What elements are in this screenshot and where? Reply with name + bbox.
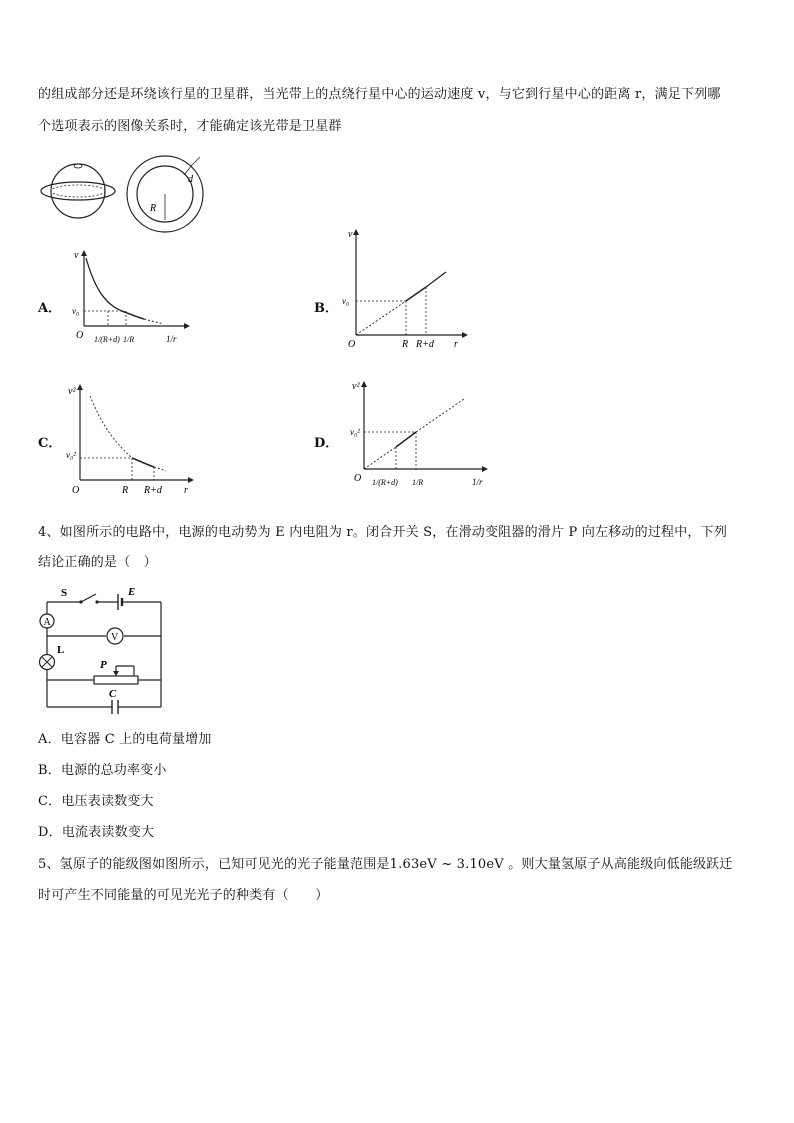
graph-c-y-tick: v₀² [66, 450, 76, 460]
graph-a-y-axis-label: v [74, 250, 79, 261]
graph-d-x-tick1: 1/(R+d) [372, 478, 398, 487]
graph-c-x-axis-label: r [184, 485, 188, 496]
voltmeter-v [107, 628, 123, 644]
graph-b-y-tick: v₀ [342, 296, 350, 306]
lamp-l [40, 655, 55, 670]
graph-c-x-tick2: R+d [144, 485, 162, 496]
graph-c-y-axis-label: v² [68, 386, 76, 397]
q5-text-line2: 时可产生不同能量的可见光光子的种类有（ ） [38, 888, 329, 903]
svg-text:V: V [111, 632, 119, 643]
thickness-label: d [188, 174, 193, 185]
graph-b-origin: O [348, 339, 356, 350]
option-d-label: D． [314, 436, 339, 451]
q4-choice-d: D．电流表读数变大 [38, 825, 155, 840]
q4-choice-b: B．电源的总功率变小 [38, 763, 167, 778]
q4-text-line2: 结论正确的是（ ） [38, 555, 157, 570]
capacitor-c [112, 700, 118, 714]
graph-c-x-tick1: R [122, 485, 129, 496]
planet-figure [38, 155, 218, 235]
graph-b [340, 225, 470, 355]
graph-a-origin: O [76, 330, 84, 341]
graph-b-x-axis-label: r [454, 339, 458, 350]
slider-label: P [100, 659, 107, 671]
planet-with-ring-drawing [41, 164, 115, 218]
q4-choice-c: C．电压表读数变大 [38, 794, 154, 809]
q5-text-line1: 5、氢原子的能级图如图所示，已知可见光的光子能量范围是1.63eV ~ 3.10eV 。则大量氢原子从高能级向低能级跃迁 [38, 857, 733, 872]
graph-b-x-tick1: R [402, 339, 409, 350]
graph-d-origin: O [354, 473, 362, 484]
ring-cross-section-drawing [127, 156, 203, 232]
switch-label: S [61, 587, 68, 599]
battery-e [118, 594, 122, 610]
graph-d-y-axis-label: v² [352, 381, 360, 392]
graph-c-origin: O [72, 485, 80, 496]
circuit-diagram [36, 580, 171, 716]
graph-d [350, 377, 490, 502]
radius-label: R [150, 203, 157, 214]
graph-a [70, 248, 190, 356]
option-b-label: B． [314, 301, 338, 316]
graph-b-y-axis-label: v [348, 229, 353, 240]
option-c-label: C． [38, 436, 62, 451]
ammeter-a [40, 614, 54, 628]
battery-label: E [128, 586, 136, 598]
graph-d-x-tick2: 1/R [412, 478, 424, 487]
graph-a-y-tick: v₀ [72, 306, 80, 316]
graph-a-x-axis-label: 1/r [166, 334, 177, 344]
graph-c [66, 380, 196, 502]
q4-choice-a: A．电容器 C 上的电荷量增加 [38, 732, 212, 747]
q3-text-line1: 的组成部分还是环绕该行星的卫星群，当光带上的点绕行星中心的运动速度 v，与它到行星中心的距离 r，满足下列哪 [38, 87, 721, 102]
q3-text-line2: 个选项表示的图像关系时，才能确定该光带是卫星群 [38, 119, 342, 134]
svg-text:A: A [43, 617, 51, 628]
graph-b-x-tick2: R+d [416, 339, 434, 350]
option-a-label: A． [38, 301, 62, 316]
graph-d-y-tick: v₀² [350, 427, 360, 437]
q4-text-line1: 4、如图所示的电路中，电源的电动势为 E 内电阻为 r。闭合开关 S，在滑动变阻器的滑片 P 向左移动的过程中，下列 [38, 525, 728, 540]
capacitor-label: C [109, 688, 117, 700]
graph-a-x-tick2: 1/R [123, 335, 135, 344]
graph-a-x-tick1: 1/(R+d) [94, 335, 120, 344]
graph-d-x-axis-label: 1/r [472, 477, 483, 487]
lamp-label: L [57, 644, 65, 656]
